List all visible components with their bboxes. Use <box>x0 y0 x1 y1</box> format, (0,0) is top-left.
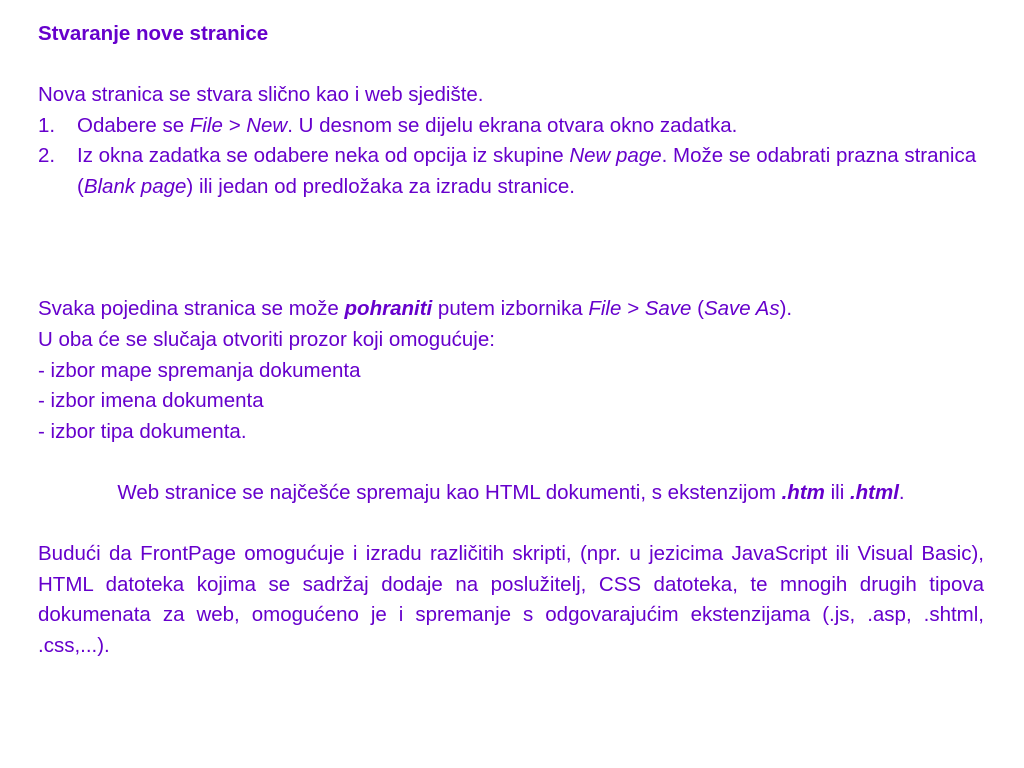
step-text: ) ili jedan od predložaka za izradu stranice. <box>186 174 575 198</box>
list-item: - izbor tipa dokumenta. <box>38 419 247 443</box>
save-paragraph <box>38 294 984 325</box>
step-2 <box>38 141 984 202</box>
save-text: ). <box>779 297 793 321</box>
spacer <box>38 203 984 295</box>
save-line-2: U oba će se slučaja otvoriti prozor koji omogućuje: <box>38 327 495 351</box>
save-text: Svaka pojedina stranica se može <box>38 297 345 321</box>
list-item: - izbor imena dokumenta <box>38 389 264 413</box>
option-name: Blank page <box>83 174 187 198</box>
spacer <box>38 509 984 540</box>
step-text: Iz okna zadatka se odabere neka od opcija iz skupine <box>77 144 570 168</box>
web-text: . <box>898 480 905 504</box>
save-text: ( <box>691 297 704 321</box>
page-title: Stvaranje nove stranice <box>38 22 269 45</box>
menu-path: File > New <box>189 113 288 137</box>
spacer <box>38 50 984 81</box>
step-text: Odabere se <box>77 113 190 137</box>
intro-text: Nova stranica se stvara slično kao i web sjedište. <box>38 83 484 107</box>
menu-path: File > Save <box>588 297 692 321</box>
extension: .html <box>849 480 899 504</box>
slide-content <box>38 19 984 661</box>
step-1 <box>38 111 984 142</box>
step-number: 1. <box>38 113 56 137</box>
list-item: - izbor mape spremanja dokumenta <box>38 358 361 382</box>
frontpage-paragraph: Budući da FrontPage omogućuje i izradu različitih skripti, (npr. u jezicima JavaScript ili Visual Basic), HTML datoteka kojima se sadržaj dodaje na poslužitelj, CSS datoteka, te mnogih drugih tipova dokumenata za web, omogućeno je i spremanje s odgovarajućim ekstenzijama (.js, .asp, .shtml, .css,...). <box>38 542 984 657</box>
web-text: Web stranice se najčešće spremaju kao HTML dokumenti, s ekstenzijom <box>117 480 782 504</box>
spacer <box>38 447 984 478</box>
step-text: . Može se odabrati prazna stranica ( <box>77 144 977 198</box>
menu-path: Save As <box>703 297 780 321</box>
save-text: putem izbornika <box>432 297 589 321</box>
extension: .htm <box>781 480 825 504</box>
web-text: ili <box>824 480 850 504</box>
step-number: 2. <box>38 144 56 168</box>
keyword: pohraniti <box>344 297 433 321</box>
web-paragraph <box>38 478 984 509</box>
step-text: . U desnom se dijelu ekrana otvara okno zadatka. <box>287 113 738 137</box>
option-group-name: New page <box>569 144 662 168</box>
